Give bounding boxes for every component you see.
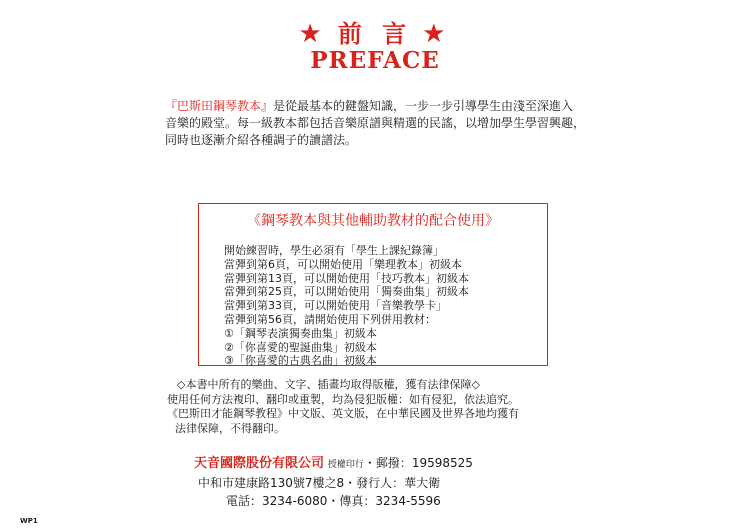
box-line: ③「你喜愛的古典名曲」初級本 <box>224 354 377 368</box>
box-line: ①「鋼琴表演獨奏曲集」初級本 <box>224 326 377 340</box>
publisher-info <box>194 454 473 510</box>
footer-code: WP1 <box>20 517 38 525</box>
preface-title-cn-text: 前 言 <box>337 20 413 48</box>
copyright-line: 法律保障，不得翻印。 <box>175 421 285 435</box>
box-line: 當彈到第25頁，可以開始使用「獨奏曲集」初級本 <box>224 285 469 299</box>
box-body <box>224 244 469 368</box>
box-line: 當彈到第6頁，可以開始使用「樂理教本」初級本 <box>224 257 462 271</box>
preface-title-en: PREFACE <box>310 47 440 74</box>
preface-title-cn <box>0 20 750 48</box>
star-icon-left: ★ <box>298 19 328 49</box>
star-icon-right: ★ <box>422 19 452 49</box>
publisher-address: 中和市建康路130號7樓之8・發行人：華大衛 <box>198 476 441 490</box>
box-line: 開始練習時，學生必須有「學生上課紀錄簿」 <box>224 244 444 257</box>
copyright-line: 使用任何方法複印、翻印或重製，均為侵犯版權：如有侵犯，依法追究。 <box>167 392 519 406</box>
intro-line-3: 同時也逐漸介紹各種調子的讀譜法。 <box>165 133 358 147</box>
publisher-line-1 <box>194 454 473 474</box>
publisher-phones: 電話：3234-6080・傳真：3234-5596 <box>226 494 441 508</box>
postal-account: ・郵撥：19598525 <box>363 456 473 470</box>
box-line: ②「你喜愛的聖誕曲集」初級本 <box>224 340 377 354</box>
intro-paragraph <box>165 98 605 149</box>
intro-line-1-text: 是從最基本的鍵盤知識，一步一步引導學生由淺至深進入 <box>273 99 574 113</box>
box-title: 《鋼琴教本與其他輔助教材的配合使用》 <box>247 213 499 229</box>
publisher-name: 天音國際股份有限公司 <box>194 456 325 471</box>
copyright-notice <box>167 378 607 436</box>
copyright-line: ◇本書中所有的樂曲、文字、插畫均取得版權，獲有法律保障◇ <box>177 378 480 391</box>
box-line: 當彈到第13頁，可以開始使用「技巧教本」初級本 <box>224 271 469 285</box>
supplementary-materials-box <box>198 203 548 366</box>
intro-line-2: 音樂的殿堂。每一級教本都包括音樂原譜與精選的民謠，以增加學生學習興趣， <box>165 116 586 130</box>
intro-line-1 <box>165 98 605 115</box>
copyright-line: 《巴斯田才能鋼琴教程》中文版、英文版，在中華民國及世界各地均獲有 <box>167 407 519 420</box>
book-name: 『巴斯田鋼琴教本』 <box>165 99 274 113</box>
box-line: 當彈到第56頁，請開始使用下列併用教材： <box>224 312 436 326</box>
box-line: 當彈到第33頁，可以開始使用「音樂教學卡」 <box>224 299 447 313</box>
authorized-label: 授權印行 <box>327 460 364 470</box>
preface-heading <box>0 20 750 74</box>
